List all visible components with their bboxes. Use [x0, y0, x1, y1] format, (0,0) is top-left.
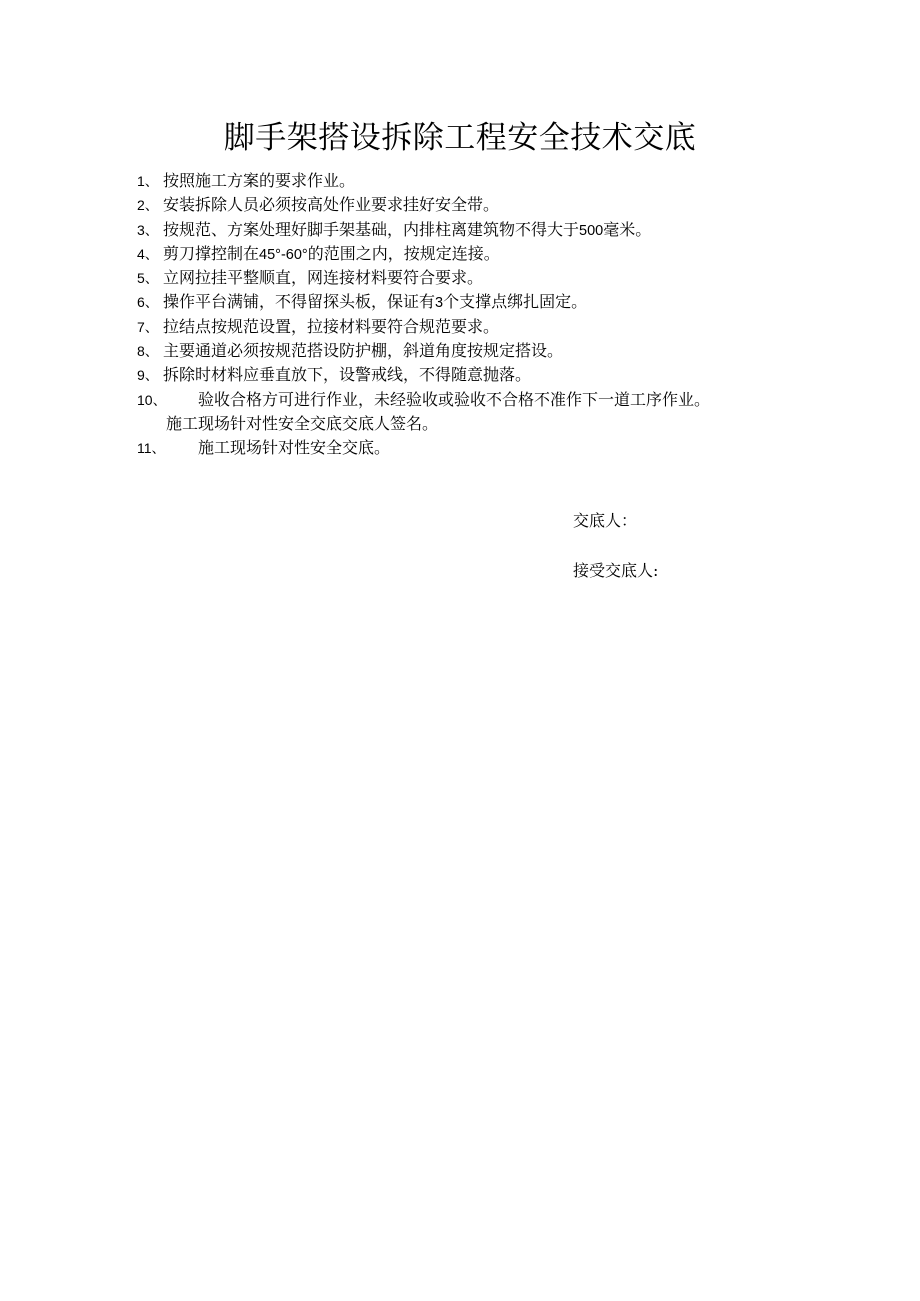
- item-text: 拆除时材料应垂直放下，设警戒线，不得随意抛落。: [163, 365, 532, 385]
- list-item: [137, 436, 837, 460]
- list-item: [137, 388, 837, 412]
- list-item: [137, 339, 837, 363]
- item-text-part: 操作平台满铺，不得留探头板，保证有: [163, 292, 436, 312]
- list-item: [137, 290, 837, 314]
- item-number: 5、: [137, 270, 159, 287]
- document-title: 脚手架搭设拆除工程安全技术交底: [223, 120, 697, 156]
- item-text: 主要通道必须按规范搭设防护棚，斜道角度按规定搭设。: [163, 341, 564, 361]
- item-number: 9、: [137, 367, 159, 384]
- item-text-part: 毫米。: [603, 219, 652, 239]
- item-number: 2、: [137, 197, 159, 214]
- list-item: [137, 315, 837, 339]
- item-text-part: 个支撑点绑扎固定。: [443, 292, 588, 312]
- item-text: 安装拆除人员必须按高处作业要求挂好安全带。: [163, 195, 500, 215]
- item-number: 7、: [137, 318, 159, 335]
- item-text-part: 剪刀撑控制在: [163, 243, 260, 263]
- item-continuation: 施工现场针对性安全交底交底人签名。: [166, 413, 439, 433]
- discloser-signature-label: 交底人：: [573, 511, 638, 530]
- list-item: [137, 266, 837, 290]
- item-text: 立网拉挂平整顺直，网连接材料要符合要求。: [163, 268, 484, 288]
- item-text: 施工现场针对性安全交底。: [198, 438, 391, 458]
- item-text-part: 的范围之内，按规定连接。: [307, 243, 500, 263]
- item-number: 3、: [137, 221, 159, 238]
- item-number: 4、: [137, 245, 159, 262]
- list-item: [137, 242, 837, 266]
- item-number: 6、: [137, 294, 159, 311]
- list-item: [137, 218, 837, 242]
- item-text: 验收合格方可进行作业，未经验收或验收不合格不准作下一道工序作业。: [198, 389, 711, 409]
- item-text: [163, 290, 587, 314]
- item-number: 10、: [137, 391, 167, 408]
- item-text-part: 按规范、方案处理好脚手架基础，内排柱离建筑物不得大于: [163, 219, 580, 239]
- item-text: 拉结点按规范设置，拉接材料要符合规范要求。: [163, 316, 500, 336]
- receiver-signature-label: 接受交底人:: [573, 561, 659, 580]
- item-text: [163, 218, 651, 242]
- item-list: [137, 169, 837, 461]
- item-value: 3: [435, 295, 444, 312]
- item-number: 1、: [137, 173, 159, 189]
- item-text: 按照施工方案的要求作业。: [163, 171, 356, 190]
- item-number: 11、: [137, 440, 166, 457]
- item-text: [163, 242, 500, 266]
- item-value: 45°-60°: [259, 246, 308, 263]
- list-item: [137, 193, 837, 217]
- list-item: [137, 169, 837, 193]
- item-value: 500: [579, 222, 604, 239]
- list-item: [137, 363, 837, 387]
- item-number: 8、: [137, 343, 159, 360]
